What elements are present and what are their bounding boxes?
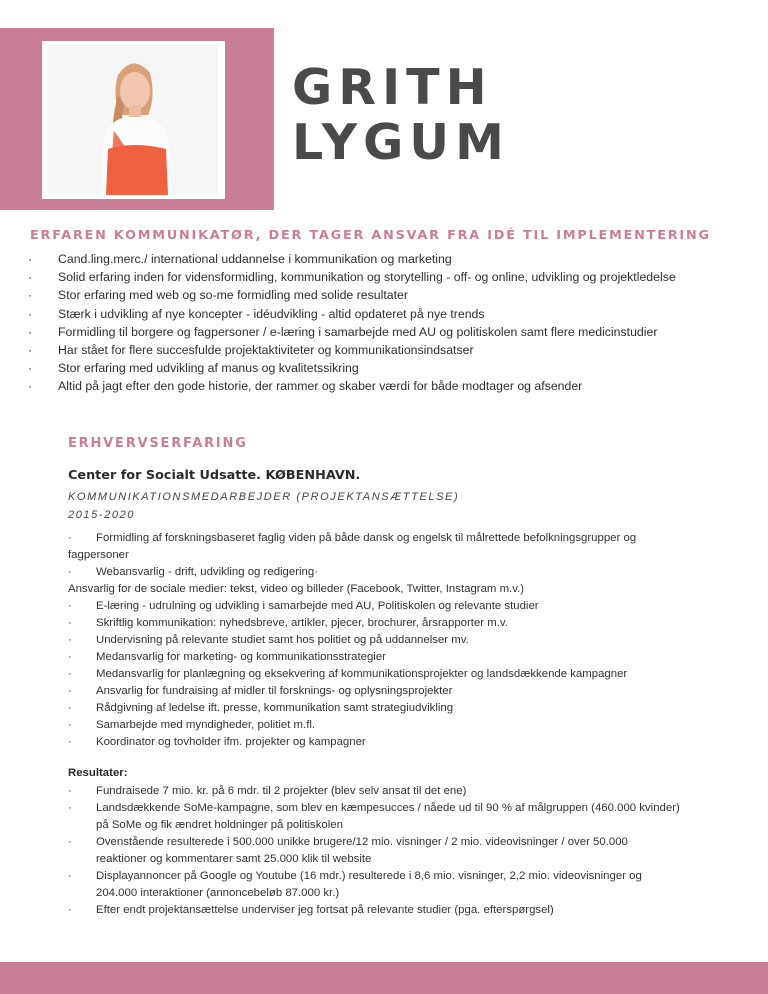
bullet: · <box>68 532 72 544</box>
bullet: · <box>68 904 72 916</box>
footer-color-band <box>0 962 768 994</box>
bullet: · <box>68 634 72 646</box>
bullet: · <box>68 651 72 663</box>
list-item: · Medansvarlig for marketing- og kommunikationsstrategier <box>68 649 728 666</box>
result-line: Efter endt projektansættelse underviser jeg fortsat på relevante studier (pga. efterspørgsel) <box>96 904 554 916</box>
list-item: · E-læring - udrulning og udvikling i samarbejde med AU, Politiskolen og relevante studier <box>68 598 728 615</box>
bullet: · <box>68 785 72 797</box>
list-item: · Medansvarlig for planlægning og eksekvering af kommunikationsprojekter og landsdækkende kampagner <box>68 666 728 683</box>
bullet: · <box>68 870 72 882</box>
bullet: · <box>68 668 72 680</box>
result-item <box>68 800 738 834</box>
job-title: KOMMUNIKATIONSMEDARBEJDER (PROJEKTANSÆTTELSE) <box>68 491 460 503</box>
profile-photo <box>48 45 218 195</box>
list-item: · Koordinator og tovholder ifm. projekter og kampagner <box>68 734 728 751</box>
bullet: · <box>68 702 72 714</box>
bullet: · <box>68 719 72 731</box>
list-item: · Har stået for flere succesfulde projektaktiviteter og kommunikationsindsatser <box>28 341 758 359</box>
result-item <box>68 834 738 868</box>
result-line: Ovenstående resulterede i 500.000 unikke brugere/12 mio. visninger / 2 mio. videovisninger / over 50.000 <box>96 836 628 848</box>
list-item: · Altid på jagt efter den gode historie, der rammer og skaber værdi for både modtager og afsender <box>28 377 758 395</box>
section-title-experience: ERHVERVSERFARING <box>68 436 248 451</box>
result-line: på SoMe og fik ændret holdninger på politiskolen <box>96 819 343 831</box>
result-line: Fundraisede 7 mio. kr. på 6 mdr. til 2 projekter (blev selv ansat til det ene) <box>96 785 467 797</box>
bullet: · <box>68 736 72 748</box>
bullet: · <box>28 252 33 266</box>
list-item: · Undervisning på relevante studiet samt hos politiet og på uddannelser mv. <box>68 632 728 649</box>
result-item <box>68 783 738 800</box>
result-line: Displayannoncer på Google og Youtube (16 mdr.) resulterede i 8,6 mio. visninger, 2,2 mio. videovisninger og <box>96 870 642 882</box>
candidate-name <box>292 60 510 170</box>
bullet: · <box>68 802 72 814</box>
result-line: reaktioner og kommentarer samt 25.000 klik til website <box>96 853 372 865</box>
result-line: 204.000 interaktioner (annoncebeløb 87.000 kr.) <box>96 887 340 899</box>
list-item-continuation: fagpersoner <box>68 549 129 561</box>
result-item <box>68 902 738 919</box>
bullet: · <box>28 343 33 358</box>
result-item <box>68 868 738 902</box>
list-item: · Cand.ling.merc./ international uddannelse i kommunikation og marketing <box>28 250 758 268</box>
bullet: · <box>68 836 72 848</box>
result-line: Landsdækkende SoMe-kampagne, som blev en kæmpesucces / nåede ud til 90 % af målgruppen (460.000 kvinder) <box>96 802 680 814</box>
results-list <box>68 783 738 919</box>
employer-name: Center for Socialt Udsatte. KØBENHAVN. <box>68 468 361 483</box>
list-item: · Stærk i udvikling af nye koncepter - idéudvikling - altid opdateret på nye trends <box>28 305 758 323</box>
bullet: · <box>68 617 72 629</box>
bullet: · <box>28 306 33 321</box>
job-period: 2015-2020 <box>68 509 136 521</box>
list-item: · Formidling af forskningsbaseret faglig viden på både dansk og engelsk til målrettede befolkningsgrupper og <box>68 530 728 547</box>
bullet: · <box>28 361 33 376</box>
duties-list <box>68 530 728 751</box>
list-item: · Skriftlig kommunikation: nyhedsbreve, artikler, pjecer, brochurer, årsrapporter m.v. <box>68 615 728 632</box>
list-item: · Ansvarlig for fundraising af midler til forsknings- og oplysningsprojekter <box>68 683 728 700</box>
list-item: · Solid erfaring inden for vidensformidling, kommunikation og storytelling - off- og online, udvikling og projektledelse <box>28 268 758 286</box>
bullet: · <box>28 270 33 285</box>
list-item: · Stor erfaring med udvikling af manus og kvalitetssikring <box>28 359 758 377</box>
bullet: · <box>28 288 33 303</box>
headline: ERFAREN KOMMUNIKATØR, DER TAGER ANSVAR FRA IDÉ TIL IMPLEMENTERING <box>30 228 711 243</box>
list-item: · Samarbejde med myndigheder, politiet m.fl. <box>68 717 728 734</box>
bullet: · <box>28 379 33 394</box>
last-name: LYGUM <box>292 114 510 171</box>
list-item: · Formidling til borgere og fagpersoner / e-læring i samarbejde med AU og politiskolen samt flere medicinstudier <box>28 323 758 341</box>
first-name: GRITH <box>292 59 493 116</box>
list-item: · Webansvarlig - drift, udvikling og redigering· <box>68 564 728 581</box>
results-title: Resultater: <box>68 767 128 779</box>
bullet: · <box>68 600 72 612</box>
portrait-illustration <box>48 45 218 195</box>
summary-list <box>28 250 758 396</box>
bullet: · <box>68 685 72 697</box>
social-media-line: Ansvarlig for de sociale medier: tekst, video og billeder (Facebook, Twitter, Instagram m.v.) <box>68 583 525 595</box>
bullet: · <box>68 566 72 578</box>
list-item: · Stor erfaring med web og so-me formidling med solide resultater <box>28 286 758 304</box>
bullet: · <box>28 324 33 339</box>
list-item: · Rådgivning af ledelse ift. presse, kommunikation samt strategiudvikling <box>68 700 728 717</box>
